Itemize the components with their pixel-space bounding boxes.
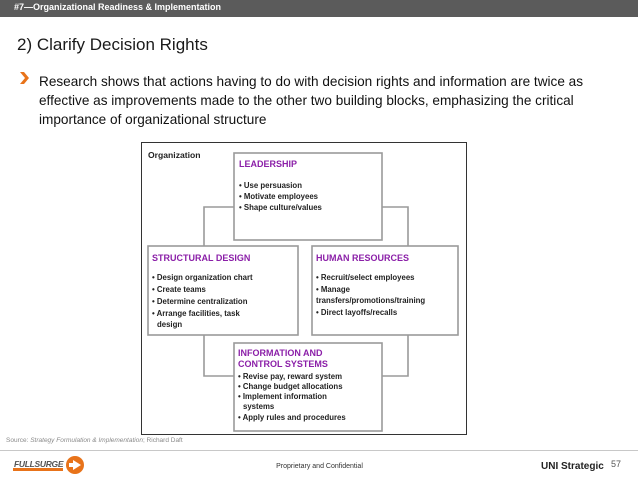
leadership-item: • Motivate employees [239, 192, 318, 201]
information-control-item: • Implement information [238, 392, 327, 401]
leadership-item: • Use persuasion [239, 181, 302, 190]
human-resources-item: • Manage [316, 285, 350, 294]
information-control-item: • Change budget allocations [238, 382, 343, 391]
source-author: ; Richard Daft [142, 437, 183, 444]
information-control-title: INFORMATION AND [238, 348, 323, 358]
structural-design-box [148, 246, 298, 335]
section-title: #7—Organizational Readiness & Implementation [14, 2, 222, 12]
chevron-right-icon [18, 71, 30, 85]
source-title: Strategy Formulation & Implementation [30, 437, 143, 444]
human-resources-item: • Direct layoffs/recalls [316, 308, 398, 317]
human-resources-item: • Recruit/select employees [316, 273, 415, 282]
structural-design-item: • Determine centralization [152, 297, 248, 306]
bullet-text: Research shows that actions having to do with decision rights and information are twice as effective as improvements made to the other two building blocks, emphasizing the critical importance of organizational structure [39, 74, 584, 127]
human-resources-box [312, 246, 458, 335]
information-control-item: • Revise pay, reward system [238, 372, 343, 381]
slide-title: 2) Clarify Decision Rights [17, 35, 208, 54]
structural-design-item: • Arrange facilities, task [152, 309, 240, 318]
structural-design-item: • Design organization chart [152, 273, 253, 282]
footer-company-name: UNI Strategic [541, 461, 604, 472]
figure-label: Organization [148, 150, 201, 160]
information-control-title: CONTROL SYSTEMS [238, 359, 328, 369]
logo-wordmark: FULLSURGE [14, 459, 64, 469]
section-header-bar [0, 0, 638, 17]
footer-divider [0, 450, 638, 451]
organization-diagram [142, 143, 466, 434]
structural-design-item: • Create teams [152, 285, 206, 294]
information-control-item: systems [243, 402, 275, 411]
confidential-notice: Proprietary and Confidential [276, 463, 363, 470]
organization-figure [141, 142, 467, 435]
leadership-box [234, 153, 382, 240]
page-number: 57 [611, 459, 622, 469]
fullsurge-logo [13, 455, 87, 475]
leadership-title: LEADERSHIP [239, 159, 298, 169]
leadership-item: • Shape culture/values [239, 203, 322, 212]
source-prefix: Source: [6, 437, 31, 444]
human-resources-item: transfers/promotions/training [316, 296, 426, 305]
information-control-box [234, 343, 382, 431]
structural-design-item: design [157, 320, 183, 329]
information-control-item: • Apply rules and procedures [238, 413, 346, 422]
human-resources-title: HUMAN RESOURCES [316, 253, 410, 263]
source-citation [6, 437, 183, 444]
structural-design-title: STRUCTURAL DESIGN [152, 253, 251, 263]
